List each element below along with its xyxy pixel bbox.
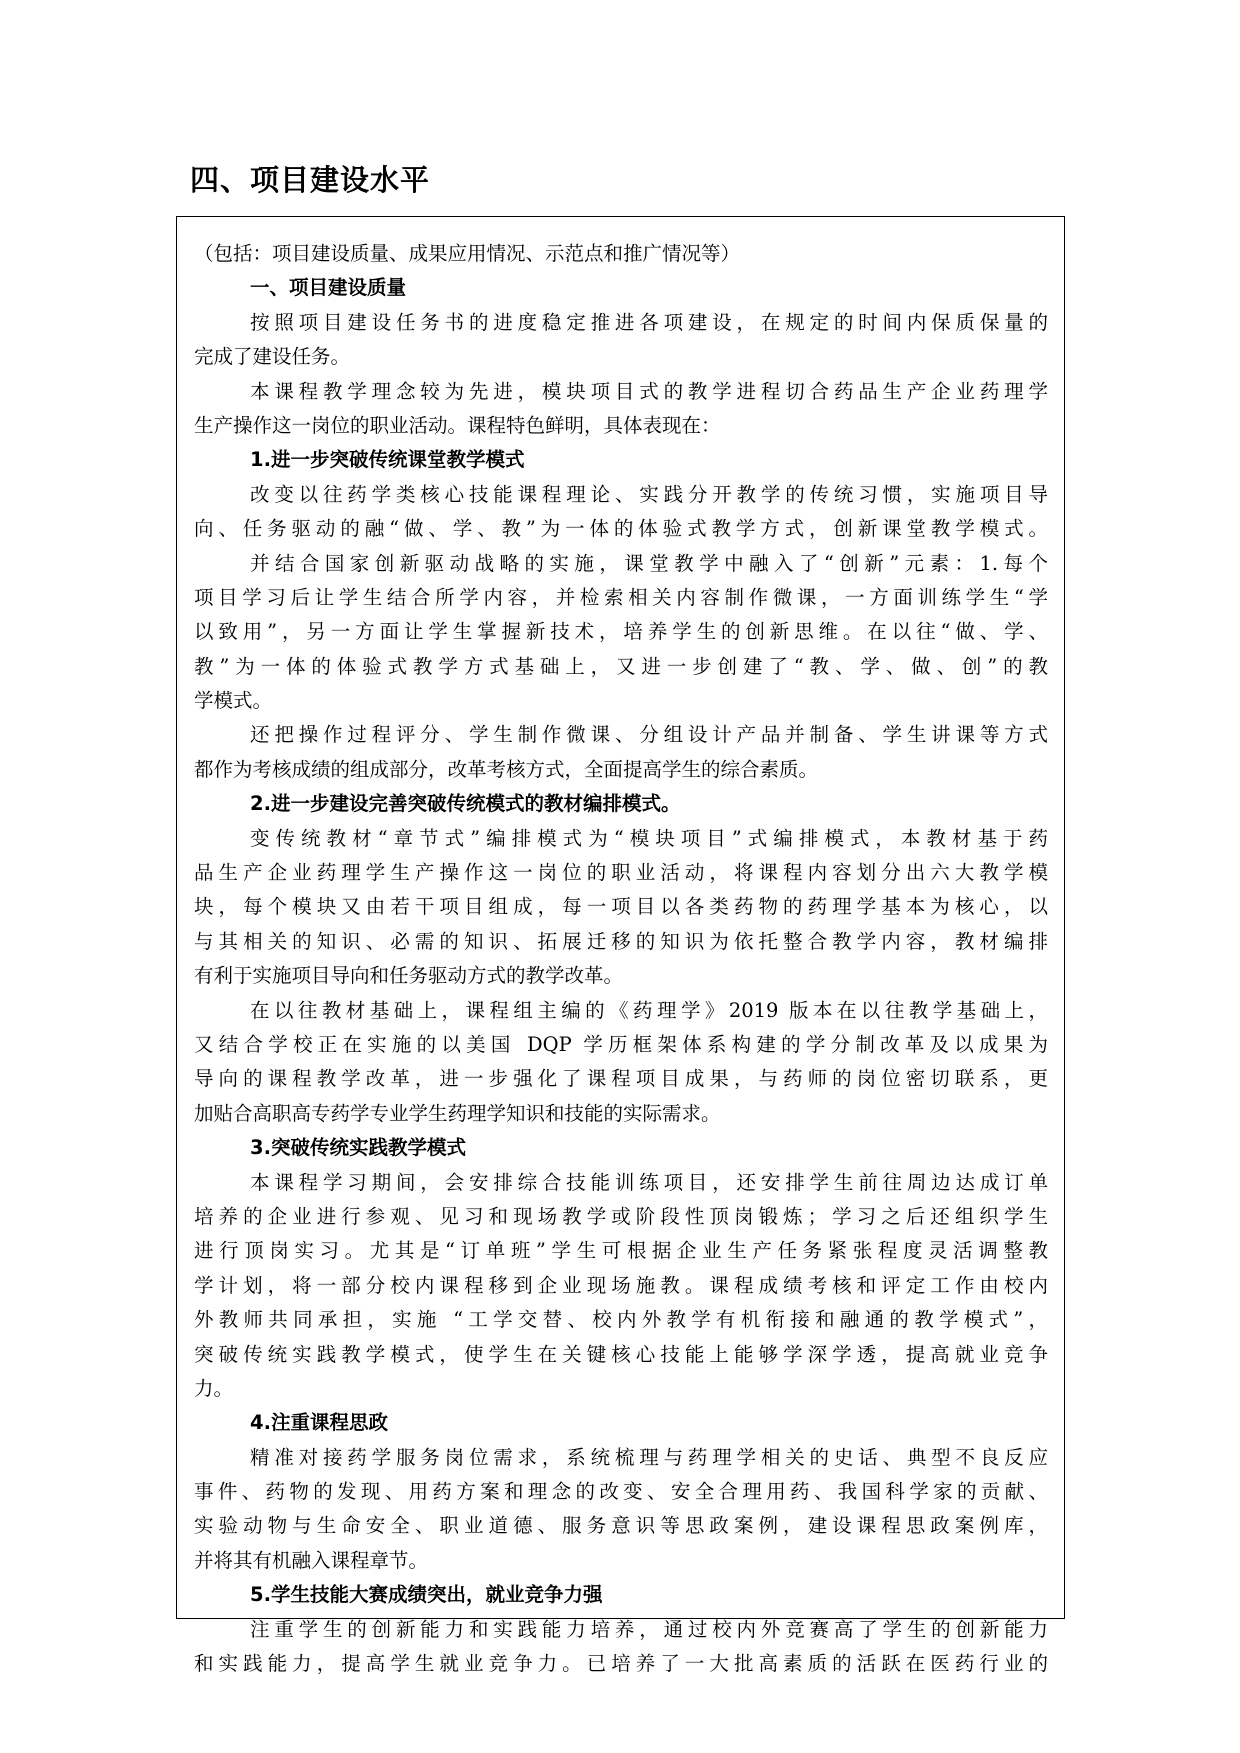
paragraph-line: 教”为一体的体验式教学方式基础上，又进一步创建了“教、学、做、创”的教 <box>194 654 1048 678</box>
paragraph-line: 以致用”，另一方面让学生掌握新技术，培养学生的创新思维。在以往“做、学、 <box>194 620 1048 644</box>
paragraph-line: 改变以往药学类核心技能课程理论、实践分开教学的传统习惯，实施项目导 <box>250 482 1048 506</box>
paragraph-line: 完成了建设任务。 <box>194 345 351 369</box>
page-title: 四、项目建设水平 <box>190 163 431 197</box>
paragraph-line: 按照项目建设任务书的进度稳定推进各项建设，在规定的时间内保质保量的 <box>250 310 1048 334</box>
paragraph-line: 还把操作过程评分、学生制作微课、分组设计产品并制备、学生讲课等方式 <box>250 723 1048 747</box>
paragraph-line: 项目学习后让学生结合所学内容，并检索相关内容制作微课，一方面训练学生“学 <box>194 585 1048 609</box>
paragraph-line: 学模式。 <box>194 689 273 713</box>
paragraph-line: 事件、药物的发现、用药方案和理念的改变、安全合理用药、我国科学家的贡献、 <box>194 1480 1048 1504</box>
paragraph-line: 本课程学习期间，会安排综合技能训练项目，还安排学生前往周边达成订单 <box>250 1170 1048 1194</box>
paragraph-line: 并将其有机融入课程章节。 <box>194 1548 429 1572</box>
section-heading: 5.学生技能大赛成绩突出，就业竞争力强 <box>250 1583 603 1607</box>
section-heading: 2.进一步建设完善突破传统模式的教材编排模式。 <box>250 792 681 816</box>
paragraph-line: 生产操作这一岗位的职业活动。课程特色鲜明，具体表现在： <box>194 413 721 437</box>
paragraph-line: 实验动物与生命安全、职业道德、服务意识等思政案例，建设课程思政案例库， <box>194 1514 1048 1538</box>
paragraph-line: 向、任务驱动的融“做、学、教”为一体的体验式教学方式，创新课堂教学模式。 <box>194 517 1048 541</box>
paragraph-line: 品生产企业药理学生产操作这一岗位的职业活动，将课程内容划分出六大教学模 <box>194 861 1048 885</box>
paragraph-line: 变传统教材“章节式”编排模式为“模块项目”式编排模式，本教材基于药 <box>250 826 1048 850</box>
paragraph-line: 导向的课程教学改革，进一步强化了课程项目成果，与药师的岗位密切联系，更 <box>194 1067 1048 1091</box>
section-heading: 4.注重课程思政 <box>250 1411 388 1435</box>
content-body <box>194 237 1048 1681</box>
paragraph-line: 外教师共同承担，实施 “工学交替、校内外教学有机衔接和融通的教学模式”， <box>194 1308 1048 1332</box>
paragraph-line: 有利于实施项目导向和任务驱动方式的教学改革。 <box>194 964 624 988</box>
paragraph-line: （包括：项目建设质量、成果应用情况、示范点和推广情况等） <box>194 242 741 265</box>
paragraph-line: 精准对接药学服务岗位需求，系统梳理与药理学相关的史话、典型不良反应 <box>250 1445 1048 1469</box>
paragraph-line: 培养的企业进行参观、见习和现场教学或阶段性顶岗锻炼；学习之后还组织学生 <box>194 1204 1048 1228</box>
content-box <box>176 216 1065 1676</box>
paragraph-line: 都作为考核成绩的组成部分，改革考核方式，全面提高学生的综合素质。 <box>194 757 819 781</box>
paragraph-line: 加贴合高职高专药学专业学生药理学知识和技能的实际需求。 <box>194 1101 721 1125</box>
paragraph-line: 进行顶岗实习。尤其是“订单班”学生可根据企业生产任务紧张程度灵活调整教 <box>194 1239 1048 1263</box>
paragraph-line: 力。 <box>194 1376 234 1400</box>
paragraph-line: 学计划，将一部分校内课程移到企业现场施教。课程成绩考核和评定工作由校内 <box>194 1273 1048 1297</box>
paragraph-line: 又结合学校正在实施的以美国 DQP 学历框架体系构建的学分制改革及以成果为 <box>194 1032 1048 1056</box>
paragraph-line: 块，每个模块又由若干项目组成，每一项目以各类药物的药理学基本为核心，以 <box>194 895 1048 919</box>
paragraph-line: 注重学生的创新能力和实践能力培养，通过校内外竞赛高了学生的创新能力 <box>250 1617 1048 1641</box>
paragraph-line: 和实践能力，提高学生就业竞争力。已培养了一大批高素质的活跃在医药行业的 <box>194 1652 1048 1676</box>
section-heading: 1.进一步突破传统课堂教学模式 <box>250 448 525 472</box>
section-heading: 一、项目建设质量 <box>250 276 407 300</box>
paragraph-line: 突破传统实践教学模式，使学生在关键核心技能上能够学深学透，提高就业竞争 <box>194 1342 1048 1366</box>
paragraph-line: 与其相关的知识、必需的知识、拓展迁移的知识为依托整合教学内容，教材编排 <box>194 929 1048 953</box>
paragraph-line: 本课程教学理念较为先进，模块项目式的教学进程切合药品生产企业药理学 <box>250 379 1048 403</box>
paragraph-line: 并结合国家创新驱动战略的实施，课堂教学中融入了“创新”元素：1.每个 <box>250 551 1048 575</box>
section-heading: 3.突破传统实践教学模式 <box>250 1136 466 1160</box>
paragraph-line: 在以往教材基础上，课程组主编的《药理学》2019 版本在以往教学基础上， <box>250 998 1048 1022</box>
